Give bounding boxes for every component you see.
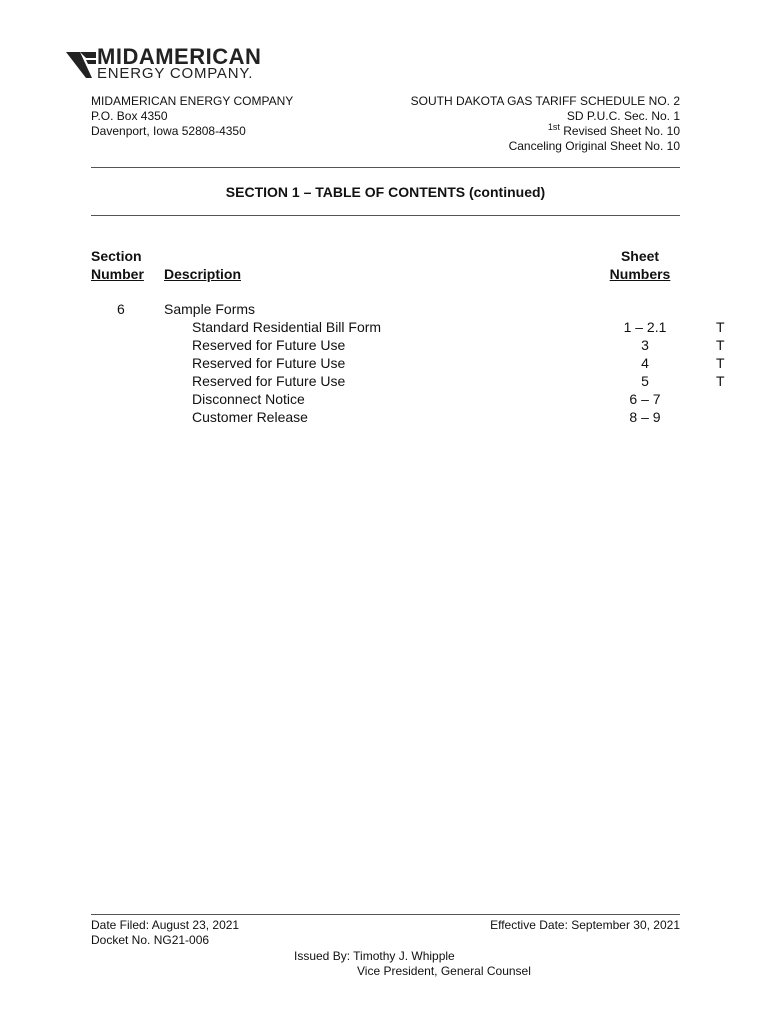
section-number-heading [91,247,144,283]
entry-description: Customer Release [192,409,308,425]
entry-description: Reserved for Future Use [192,355,346,371]
footer-divider [91,914,680,915]
entry-description: Disconnect Notice [192,391,305,407]
entry-description: Reserved for Future Use [192,337,346,353]
revised-sheet-ordinal: 1st [547,122,560,132]
revised-sheet [380,124,680,139]
section-title: SECTION 1 – TABLE OF CONTENTS (continued) [225,184,546,200]
table-row [192,318,742,336]
table-row [192,372,742,390]
footer-left [91,918,239,948]
issuer-title: Vice President, General Counsel [357,964,531,978]
description-heading: Description [164,266,242,282]
logo-emblem-icon [66,48,98,82]
entry-sheet: 1 – 2.1 [623,319,667,335]
entry-sheet: 5 [641,373,649,389]
company-address [91,94,293,139]
title-divider [91,215,680,216]
company-name: MIDAMERICAN ENERGY COMPANY [91,94,294,108]
docket-number: Docket No. NG21-006 [91,933,210,947]
city-state-zip: Davenport, Iowa 52808-4350 [91,124,246,138]
puc-section: SD P.U.C. Sec. No. 1 [566,109,680,123]
entry-sheet: 4 [641,355,649,371]
revised-sheet-text: Revised Sheet No. 10 [559,124,680,138]
entry-sheet: 6 – 7 [629,391,661,407]
effective-date: Effective Date: September 30, 2021 [490,918,680,932]
date-filed: Date Filed: August 23, 2021 [91,918,240,932]
entry-mark: T [716,337,725,353]
table-row [192,336,742,354]
section-heading-line2: Number [91,266,144,282]
section-description: Sample Forms [164,301,256,317]
entry-mark: T [716,319,725,335]
toc-entries [192,318,742,426]
entry-mark: T [716,355,725,371]
sheet-heading-line1: Sheet [620,248,660,264]
tariff-schedule: SOUTH DAKOTA GAS TARIFF SCHEDULE NO. 2 [410,94,680,108]
section-number: 6 [117,301,125,317]
entry-sheet: 3 [641,337,649,353]
sheet-numbers-heading [600,247,680,283]
top-divider [91,167,680,168]
sheet-heading-line2: Numbers [609,266,671,282]
table-row [192,408,742,426]
logo-wordmark-bottom: ENERGY COMPANY. [97,65,254,82]
entry-description: Standard Residential Bill Form [192,319,382,335]
table-row [192,354,742,372]
canceling-sheet: Canceling Original Sheet No. 10 [508,139,680,153]
table-row [192,390,742,408]
entry-description: Reserved for Future Use [192,373,346,389]
issued-by: Issued By: Timothy J. Whipple [294,949,455,963]
section-heading-line1: Section [91,248,142,264]
logo-wordmark-top: MIDAMERICAN [97,44,262,69]
tariff-info [380,94,680,154]
entry-sheet: 8 – 9 [629,409,661,425]
po-box: P.O. Box 4350 [91,109,168,123]
entry-mark: T [716,373,725,389]
